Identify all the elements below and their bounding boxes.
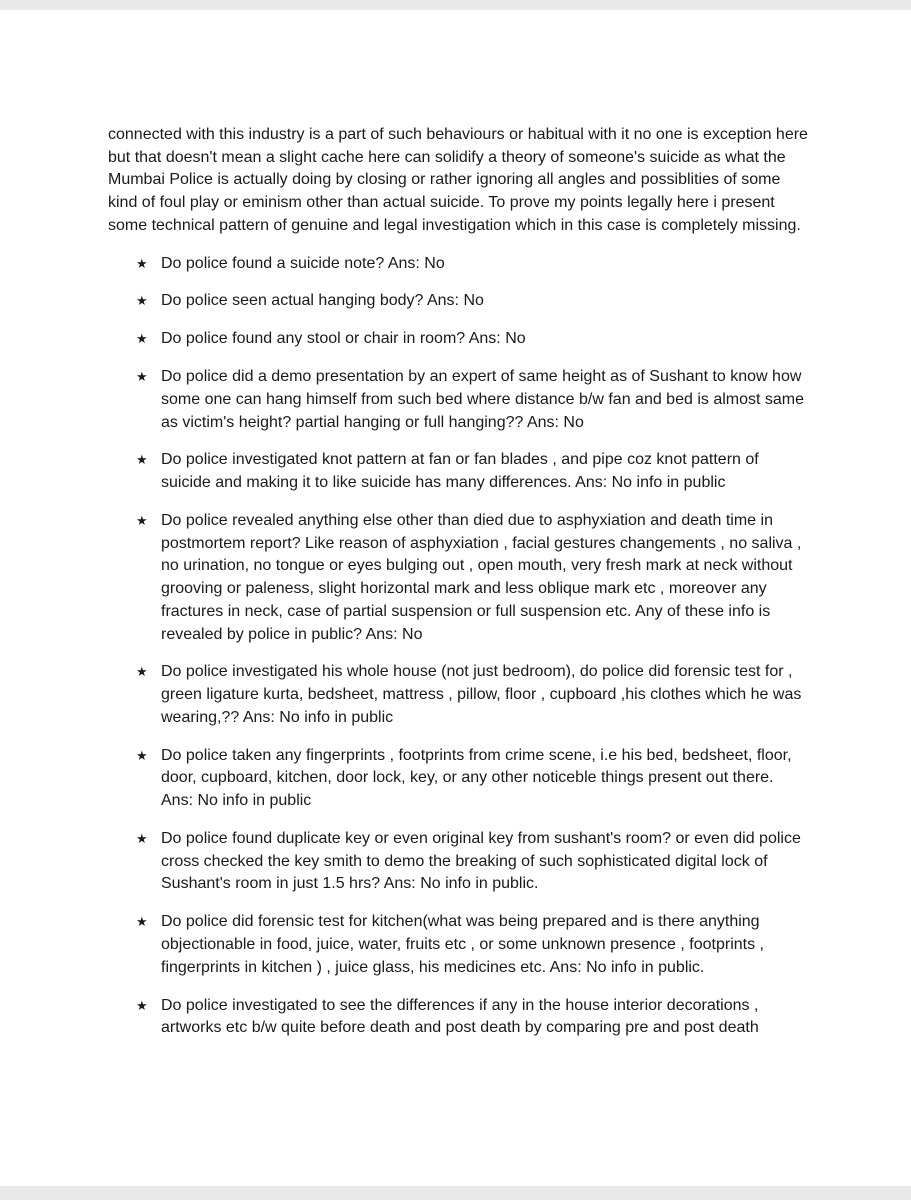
list-item (108, 995, 808, 1040)
list-item-text: Do police found any stool or chair in room? Ans: No (161, 330, 526, 348)
document-page (0, 10, 911, 1186)
list-item-text: Do police taken any fingerprints , footprints from crime scene, i.e his bed, bedsheet, floor, door, cupboard, kitchen, door lock, key, or any other noticeble things present out there. Ans: No info in public (161, 746, 792, 810)
list-item-text: Do police investigated his whole house (not just bedroom), do police did forensic test for , green ligature kurta, bedsheet, mattress , pillow, floor , cupboard ,his clothes which he was wearing,?? Ans: No info in public (161, 663, 802, 726)
list-item (108, 911, 808, 979)
star-icon: ★ (136, 293, 148, 309)
list-item (108, 449, 808, 494)
list-item (108, 253, 808, 276)
list-item (108, 510, 808, 646)
intro-paragraph: connected with this industry is a part of such behaviours or habitual with it no one is exception here but that doesn't mean a slight cache here can solidify a theory of someone's suicide as what the Mumbai Police is actually doing by closing or rather ignoring all angles and possiblities of some kind of foul play or eminism other than actual suicide. To prove my points legally here i present some technical pattern of genuine and legal investigation which in this case is completely missing. (108, 126, 808, 234)
star-icon: ★ (136, 513, 148, 529)
list-item-text: Do police investigated knot pattern at fan or fan blades , and pipe coz knot pattern of suicide and making it to like suicide has many differences. Ans: No info in public (161, 451, 759, 492)
star-icon: ★ (136, 331, 148, 347)
list-item-text: Do police did forensic test for kitchen(what was being prepared and is there anything objectionable in food, juice, water, fruits etc , or some unknown presence , footprints , fingerprints in kitchen ) , juice glass, his medicines etc. Ans: No info in public. (161, 913, 764, 976)
list-item (108, 661, 808, 729)
star-icon: ★ (136, 452, 148, 468)
star-icon: ★ (136, 914, 148, 930)
star-icon: ★ (136, 255, 148, 271)
question-list (108, 253, 808, 1041)
list-item-text: Do police seen actual hanging body? Ans: No (161, 292, 484, 310)
list-item-text: Do police found a suicide note? Ans: No (161, 254, 445, 272)
star-icon: ★ (136, 747, 148, 763)
document-body (108, 124, 808, 1055)
star-icon: ★ (136, 664, 148, 680)
list-item-text: Do police revealed anything else other than died due to asphyxiation and death time in postmortem report? Like reason of asphyxiation , facial gestures changements , no saliva , no urination, no tongue or eyes bulging out , open mouth, very fresh mark at neck without grooving or paleness, slight horizontal mark and less oblique mark etc , moreover any fractures in neck, case of partial suspension or full suspension etc. Any of these info is revealed by police in public? Ans: No (161, 512, 802, 643)
list-item (108, 290, 808, 313)
list-item (108, 328, 808, 351)
list-item (108, 745, 808, 813)
star-icon: ★ (136, 831, 148, 847)
list-item-text: Do police did a demo presentation by an expert of same height as of Sushant to know how some one can hang himself from such bed where distance b/w fan and bed is almost same as victim's height? partial hanging or full hanging?? Ans: No (161, 368, 805, 431)
list-item (108, 828, 808, 896)
list-item (108, 366, 808, 434)
list-item-text: Do police investigated to see the differences if any in the house interior decorations , artworks etc b/w quite before death and post death by comparing pre and post death (161, 996, 759, 1037)
star-icon: ★ (136, 369, 148, 385)
star-icon: ★ (136, 997, 148, 1013)
list-item-text: Do police found duplicate key or even original key from sushant's room? or even did police cross checked the key smith to demo the breaking of such sophisticated digital lock of Sushant's room in just 1.5 hrs? Ans: No info in public. (161, 830, 801, 893)
